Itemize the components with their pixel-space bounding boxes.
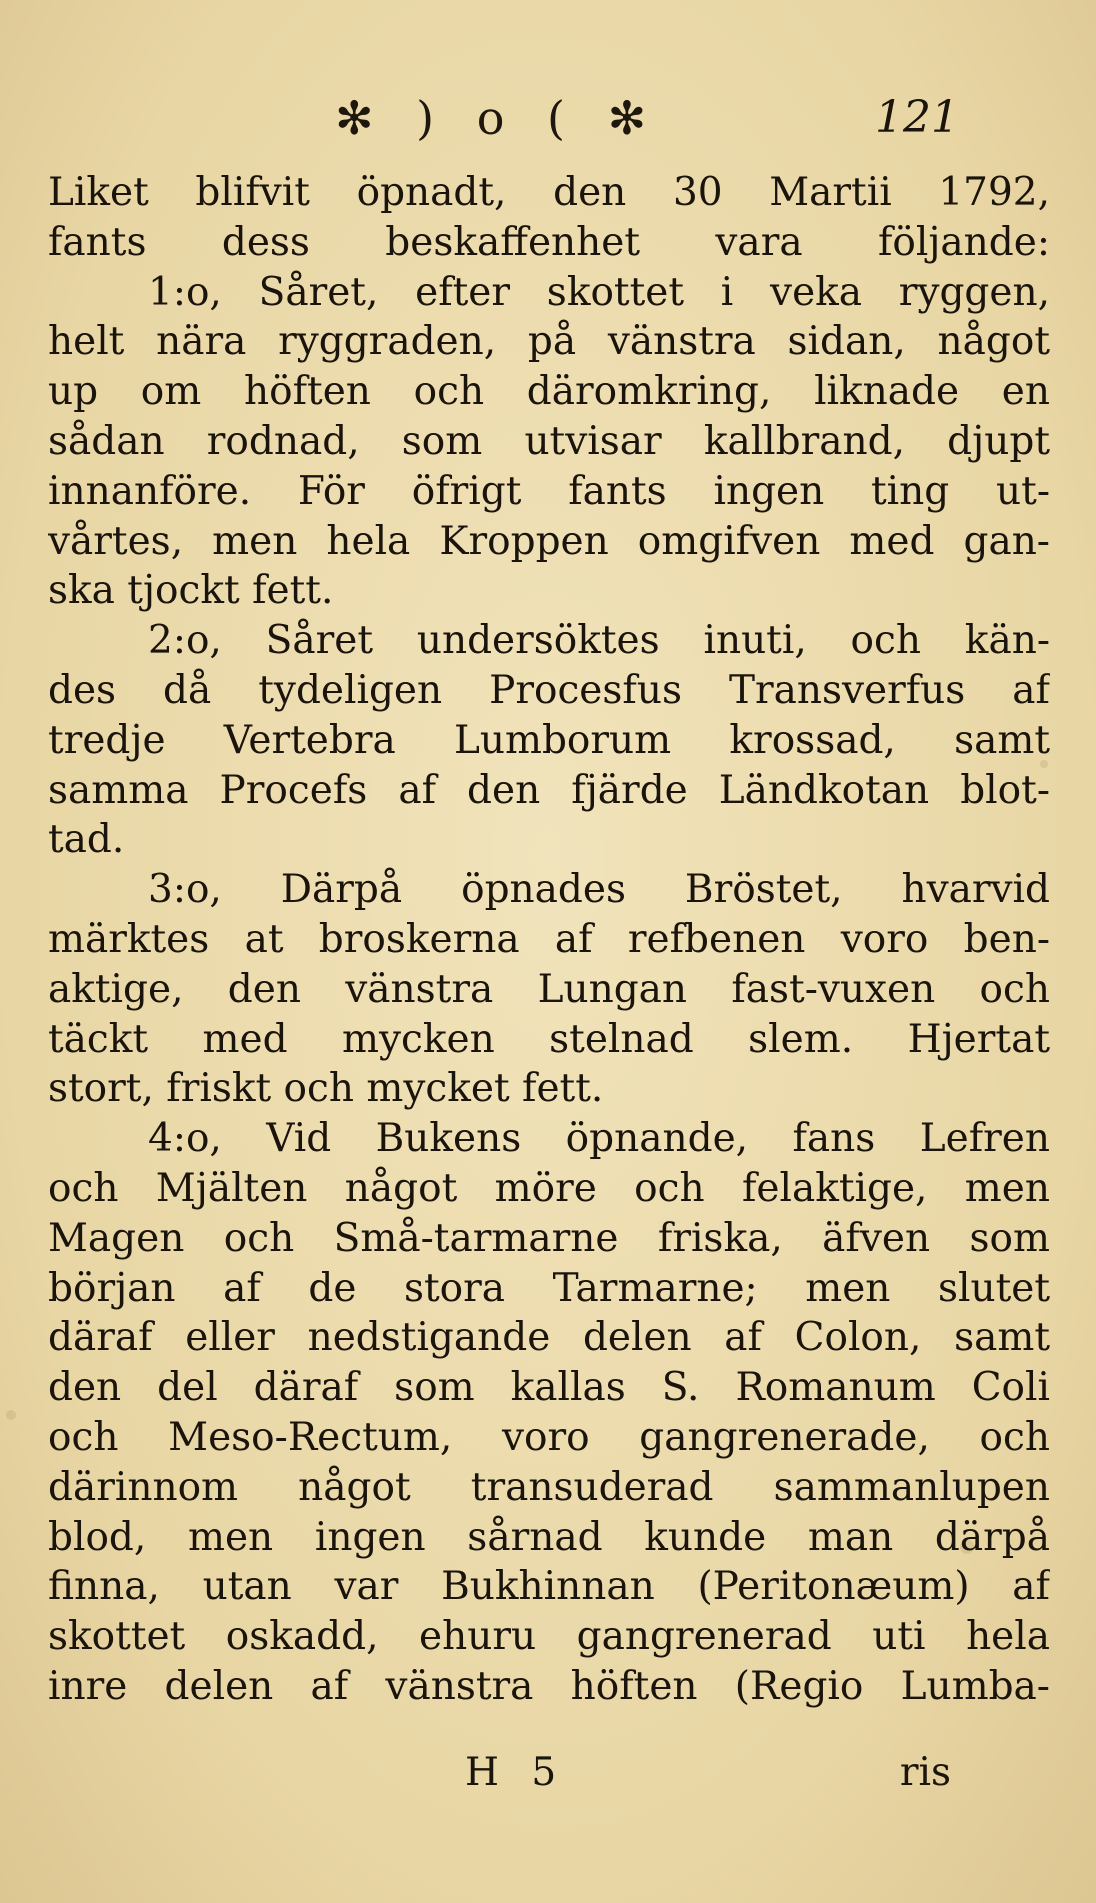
catchword: ris	[899, 1750, 951, 1795]
text-line: 4:o, Vid Bukens öpnande, fans Lefren	[148, 1116, 1050, 1162]
text-line: innanföre. För öfrigt fants ingen ting ut-	[48, 468, 1050, 514]
page-footer	[0, 1748, 1096, 1808]
text-line: finna, utan var Bukhinnan (Peritonæum) af	[48, 1564, 1050, 1610]
text-line: stort, friskt och mycket fett.	[48, 1066, 604, 1112]
text-line: och Meso-Rectum, voro gangrenerade, och	[48, 1414, 1050, 1460]
text-line: 1:o, Såret, efter skottet i veka ryggen,	[148, 269, 1050, 315]
text-line: skottet oskadd, ehuru gangrenerad uti hela	[48, 1614, 1050, 1660]
text-line: samma Procefs af den fjärde Ländkotan blot-	[48, 767, 1050, 813]
body-text	[48, 168, 1050, 1712]
text-line: Liket blifvit öpnadt, den 30 Martii 1792,	[48, 170, 1050, 215]
signature-mark: H 5	[465, 1750, 567, 1795]
text-line: vårtes, men hela Kroppen omgifven med gan-	[48, 518, 1050, 564]
text-line: 2:o, Såret undersöktes inuti, och kän-	[148, 618, 1050, 664]
header-ornament: ✻ ) o ( ✻	[335, 91, 661, 145]
text-line: 3:o, Därpå öpnades Bröstet, hvarvid	[148, 867, 1050, 913]
text-line: fants dess beskaffenhet vara följande:	[48, 219, 1050, 265]
text-line: tredje Vertebra Lumborum krossad, samt	[48, 717, 1050, 763]
text-line: början af de stora Tarmarne; men slutet	[48, 1265, 1050, 1311]
text-line: helt nära ryggraden, på vänstra sidan, något	[48, 319, 1050, 365]
text-line: ska tjockt fett.	[48, 568, 334, 614]
text-line: därinnom något transuderad sammanlupen	[48, 1464, 1050, 1510]
text-line: tad.	[48, 817, 125, 863]
text-line: den del däraf som kallas S. Romanum Coli	[48, 1365, 1050, 1411]
text-line: sådan rodnad, som utvisar kallbrand, djupt	[48, 418, 1050, 464]
text-line: des då tydeligen Procesfus Transverfus af	[48, 667, 1050, 713]
page-number: 121	[875, 92, 959, 143]
text-line: Magen och Små-tarmarne friska, äfven som	[48, 1215, 1050, 1261]
text-line: täckt med mycken stelnad slem. Hjertat	[48, 1016, 1050, 1062]
text-line: märktes at broskerna af refbenen voro ben-	[48, 916, 1050, 962]
text-line: blod, men ingen sårnad kunde man därpå	[48, 1514, 1050, 1560]
text-line: däraf eller nedstigande delen af Colon, samt	[48, 1315, 1050, 1361]
page-header	[0, 88, 1096, 148]
text-line: inre delen af vänstra höften (Regio Lumba-	[48, 1663, 1050, 1709]
text-line: aktige, den vänstra Lungan fast-vuxen och	[48, 966, 1050, 1012]
text-line: up om höften och däromkring, liknade en	[48, 369, 1050, 415]
text-line: och Mjälten något möre och felaktige, men	[48, 1165, 1050, 1211]
